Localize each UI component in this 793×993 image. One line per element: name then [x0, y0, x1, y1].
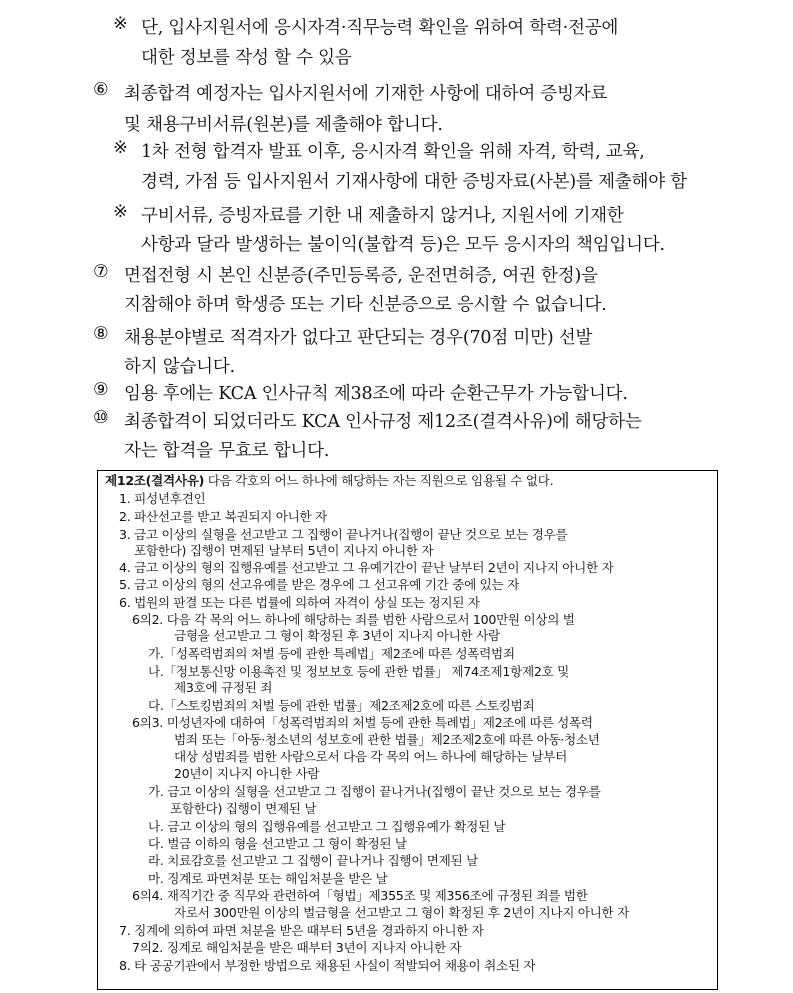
article-line: 다. 벌금 이하의 형을 선고받고 그 형이 확정된 날 [148, 836, 407, 851]
item-line: 최종합격 예정자는 입사지원서에 기재한 사항에 대하여 증빙자료 [124, 84, 608, 104]
item-marker: ⑩ [93, 408, 109, 428]
item-line: 임용 후에는 KCA 인사규칙 제38조에 따라 순환근무가 가능합니다. [124, 384, 628, 404]
item-line: 하지 않습니다. [124, 357, 235, 377]
item-line: 및 채용구비서류(원본)를 제출해야 합니다. [124, 115, 443, 135]
article-line: 4. 금고 이상의 형의 집행유예를 선고받고 그 유예기간이 끝난 날부터 2년이 지나지 아니한 자 [119, 560, 614, 575]
article-line: 포함한다) 집행이 면제된 날 [170, 801, 317, 816]
article-line: 나.「정보통신망 이용촉진 및 정보보호 등에 관한 법률」 제74조제1항제2호 및 [148, 664, 570, 679]
article-line: 제3호에 규정된 죄 [174, 680, 273, 695]
article-line: 8. 타 공공기관에서 부정한 방법으로 채용된 사실이 적발되어 채용이 취소된 자 [119, 958, 536, 973]
note-marker: ※ [113, 138, 128, 158]
article-line: 5. 금고 이상의 형의 선고유예를 받은 경우에 그 선고유예 기간 중에 있는 자 [119, 577, 519, 592]
article-line: 6. 법원의 판결 또는 다른 법률에 의하여 자격이 상실 또는 정지된 자 [119, 595, 480, 610]
item-line: 자는 합격을 무효로 합니다. [124, 441, 330, 461]
article-intro: 다음 각호의 어느 하나에 해당하는 자는 직원으로 임용될 수 없다. [204, 473, 554, 488]
note-line: 사항과 달라 발생하는 불이익(불합격 등)은 모두 응시자의 책임입니다. [141, 235, 665, 255]
note-marker: ※ [113, 202, 128, 222]
item-marker: ⑦ [93, 262, 109, 282]
item-marker: ⑥ [93, 80, 109, 100]
article-line: 대상 성범죄를 범한 사람으로서 다음 각 목의 어느 하나에 해당하는 날부터 [174, 749, 567, 764]
note-line: 1차 전형 합격자 발표 이후, 응시자격 확인을 위해 자격, 학력, 교육, [141, 142, 645, 162]
article-line: 자로서 300만원 이상의 벌금형을 선고받고 그 형이 확정된 후 2년이 지나지 아니한 자 [174, 905, 629, 920]
note-line: 구비서류, 증빙자료를 기한 내 제출하지 않거나, 지원서에 기재한 [141, 206, 624, 226]
article-line: 가. 금고 이상의 실형을 선고받고 그 집행이 끝나거나(집행이 끝난 것으로 보는 경우를 [148, 784, 601, 799]
article-line: 6의3. 미성년자에 대하여「성폭력범죄의 처벌 등에 관한 특례법」제2조에 따른 성폭력 [132, 715, 593, 730]
article-title: 제12조(결격사유) [105, 473, 205, 488]
item-marker: ⑨ [93, 380, 109, 400]
article-line: 다.「스토킹범죄의 처벌 등에 관한 법률」제2조제2호에 따른 스토킹범죄 [148, 698, 535, 713]
article-line: 3. 금고 이상의 실형을 선고받고 그 집행이 끝나거나(집행이 끝난 것으로 보는 경우를 [119, 527, 568, 542]
article-heading [105, 473, 553, 488]
item-marker: ⑧ [93, 324, 109, 344]
article-line: 1. 피성년후견인 [119, 491, 206, 506]
article-line: 범죄 또는「아동·청소년의 성보호에 관한 법률」제2조제2호에 따른 아동·청소년 [174, 732, 600, 747]
item-line: 채용분야별로 적격자가 없다고 판단되는 경우(70점 미만) 선발 [124, 328, 593, 348]
article-line: 7. 징계에 의하여 파면 처분을 받은 때부터 5년을 경과하지 아니한 자 [119, 923, 484, 938]
article-line: 20년이 지나지 아니한 사람 [174, 766, 320, 781]
article-line: 금형을 선고받고 그 형이 확정된 후 3년이 지나지 아니한 사람 [174, 628, 500, 643]
article-line: 6의4. 재직기간 중 직무와 관련하여「형법」제355조 및 제356조에 규정된 죄를 범한 [132, 888, 588, 903]
article-line: 포함한다) 집행이 면제된 날부터 5년이 지나지 아니한 자 [134, 543, 434, 558]
article-line: 마. 징계로 파면처분 또는 해임처분을 받은 날 [148, 871, 388, 886]
note-line: 단, 입사지원서에 응시자격·직무능력 확인을 위하여 학력·전공에 [141, 18, 619, 38]
note-line: 경력, 가점 등 입사지원서 기재사항에 대한 증빙자료(사본)를 제출해야 함 [141, 172, 687, 192]
item-line: 면접전형 시 본인 신분증(주민등록증, 운전면허증, 여권 한정)을 [124, 266, 598, 286]
note-marker: ※ [113, 14, 128, 34]
article-line: 2. 파산선고를 받고 복권되지 아니한 자 [119, 509, 327, 524]
item-line: 지참해야 하며 학생증 또는 기타 신분증으로 응시할 수 없습니다. [124, 295, 607, 315]
article-line: 라. 치료감호를 선고받고 그 집행이 끝나거나 집행이 면제된 날 [148, 853, 478, 868]
article-line: 6의2. 다음 각 목의 어느 하나에 해당하는 죄를 범한 사람으로서 100만원 이상의 벌 [132, 612, 575, 627]
item-line: 최종합격이 되었더라도 KCA 인사규정 제12조(결격사유)에 해당하는 [124, 412, 642, 432]
article-12-box [97, 470, 718, 990]
article-line: 가.「성폭력범죄의 처벌 등에 관한 특례법」제2조에 따른 성폭력범죄 [148, 646, 515, 661]
article-line: 7의2. 징계로 해임처분을 받은 때부터 3년이 지나지 아니한 자 [132, 940, 462, 955]
note-line: 대한 정보를 작성 할 수 있음 [141, 48, 352, 68]
article-line: 나. 금고 이상의 형의 집행유예를 선고받고 그 집행유예가 확정된 날 [148, 819, 506, 834]
